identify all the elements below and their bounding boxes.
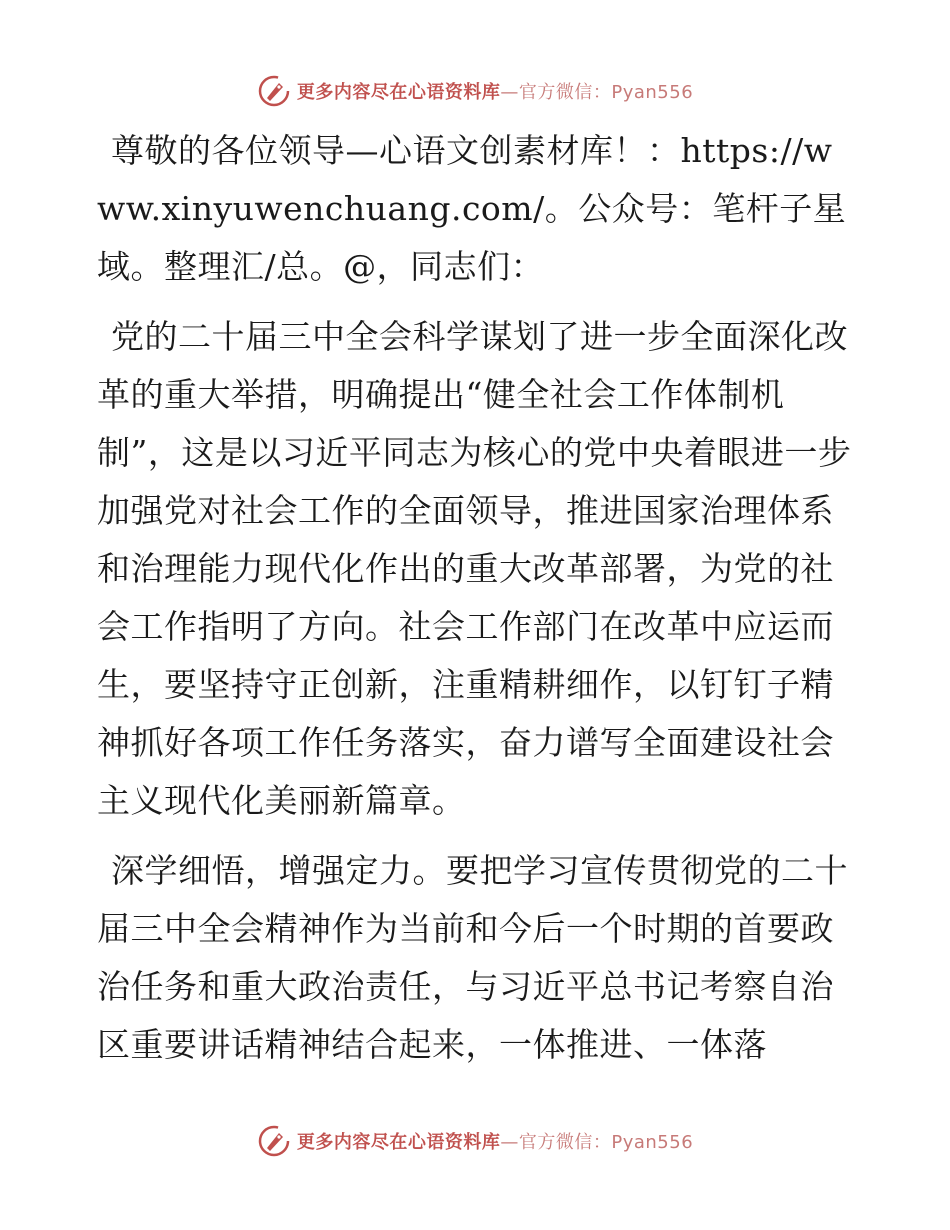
footer-separator: — — [500, 1132, 519, 1153]
footer-brand: 更多内容尽在心语资料库 — [296, 1132, 501, 1153]
header-separator: — — [500, 82, 519, 103]
salutation-paragraph: 尊敬的各位领导—心语文创素材库！：https://www.xinyuwenchuang.com/。公众号：笔杆子星域。整理汇/总。@，同志们： — [97, 131, 847, 286]
pen-nib-logo-icon — [257, 1124, 291, 1158]
document-body — [97, 122, 853, 1086]
header-banner-text — [297, 78, 693, 104]
footer-banner-text — [297, 1128, 693, 1154]
pen-nib-logo-icon — [257, 74, 291, 108]
body-paragraph: 党的二十届三中全会科学谋划了进一步全面深化改革的重大举措，明确提出“健全社会工作体制机制”，这是以习近平同志为核心的党中央着眼进一步加强党对社会工作的全面领导，推进国家治理体系和治理能力现代化作出的重大改革部署，为党的社会工作指明了方向。社会工作部门在改革中应运而生，要坚持守正创新，注重精耕细作，以钉钉子精神抓好各项工作任务落实，奋力谱写全面建设社会主义现代化美丽新篇章。 — [97, 317, 852, 820]
header-suffix: 官方微信：Pyan556 — [518, 82, 694, 103]
footer-suffix: 官方微信：Pyan556 — [518, 1132, 694, 1153]
footer-watermark — [0, 1121, 950, 1161]
header-watermark — [0, 71, 950, 111]
body-paragraph: 深学细悟，增强定力。要把学习宣传贯彻党的二十届三中全会精神作为当前和今后一个时期的首要政治任务和重大政治责任，与习近平总书记考察自治区重要讲话精神结合起来，一体推进、一体落 — [97, 851, 848, 1064]
header-brand: 更多内容尽在心语资料库 — [296, 82, 501, 103]
